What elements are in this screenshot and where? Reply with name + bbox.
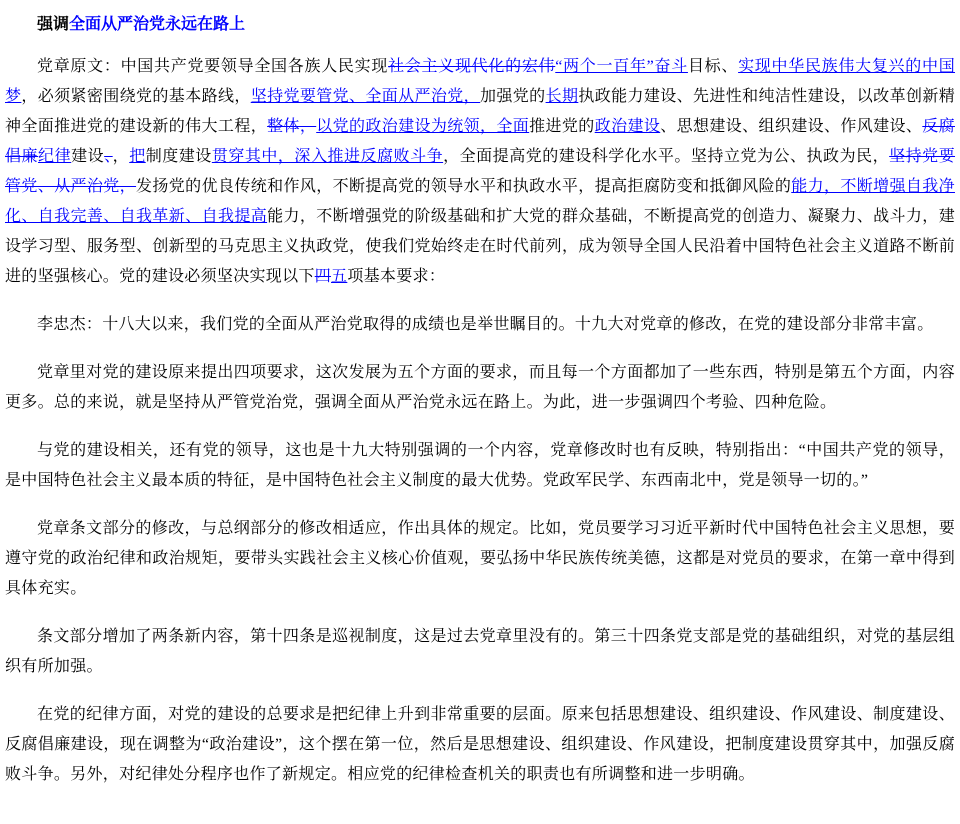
original-text: 建设 <box>71 148 105 165</box>
commentary-paragraph-5: 条文部分增加了两条新内容，第十四条是巡视制度，这是过去党章里没有的。第三十四条党支部是党的基础组织，对党的基层组织有所加强。 <box>5 628 955 675</box>
original-text: 能力，不断增强党的阶级基础和扩大党的群众基础，不断提高党的创造力、凝聚力、战斗力，建设学习型、服务型、创新型的马克思主义执政党，使我们党始终走在时代前列，成为领导全国人民沿着中国特色社会主义道路不断前进的坚强核心。党的建设必须坚决实现以下 <box>5 208 955 285</box>
inserted-text: 政治建设 <box>594 118 661 135</box>
deleted-text: 、 <box>104 148 113 165</box>
inserted-text: 实现中华民族伟大复兴的中国梦 <box>5 58 956 105</box>
document-title <box>5 14 955 36</box>
inserted-text: 以党的政治建设为统领，全面 <box>316 118 530 135</box>
original-text: 推进党的 <box>529 118 595 135</box>
inserted-text: 把 <box>129 148 146 165</box>
original-text: 执政能力建设、先进性和纯洁性建设，以改革创新精神全面推进党的建设新的伟大工程， <box>5 88 956 135</box>
deleted-text: 整体， <box>267 118 317 135</box>
deleted-text: 社会主义现代化的宏伟 <box>388 58 556 75</box>
commentary-paragraph-6: 在党的纪律方面，对党的建设的总要求是把纪律上升到非常重要的层面。原来包括思想建设、组织建设、作风建设、制度建设、反腐倡廉建设，现在调整为“政治建设”，这个摆在第一位，然后是思想建设、组织建设、作风建设，把制度建设贯穿其中，加强反腐败斗争。另外，对纪律处分程序也作了新规定。相应党的纪律检查机关的职责也有所调整和进一步明确。 <box>5 706 955 783</box>
paragraph-list <box>5 52 955 790</box>
original-text: 制度建设 <box>145 148 212 165</box>
commentary-paragraph-4: 党章条文部分的修改，与总纲部分的修改相适应，作出具体的规定。比如，党员要学习习近平新时代中国特色社会主义思想，要遵守党的政治纪律和政治规矩，要带头实践社会主义核心价值观，要弘扬中华民族传统美德，这都是对党员的要求，在第一章中得到具体充实。 <box>5 520 955 597</box>
commentary-paragraph-2: 党章里对党的建设原来提出四项要求，这次发展为五个方面的要求，而且每一个方面都加了一些东西，特别是第五个方面，内容更多。总的来说，就是坚持从严管党治党，强调全面从严治党永远在路上。为此，进一步强调四个考验、四种危险。 <box>5 364 955 411</box>
deleted-text: 坚持党要管党、从严治党， <box>5 148 956 195</box>
inserted-text: 坚持党要管党、全面从严治党， <box>250 88 481 105</box>
original-text: 党章原文：中国共产党要领导全国各族人民实现 <box>37 58 389 75</box>
original-text: ，全面提高党的建设科学化水平。坚持立党为公、执政为民， <box>443 148 890 165</box>
original-text: 、思想建设、组织建设、作风建设、 <box>660 118 923 135</box>
inserted-text: “两个一百年”奋斗 <box>555 58 688 75</box>
inserted-text: 五 <box>331 268 348 285</box>
original-text: ， <box>112 148 130 165</box>
inserted-text: 纪律 <box>38 148 72 165</box>
commentary-paragraph-1: 李忠杰：十八大以来，我们党的全面从严治党取得的成绩也是举世瞩目的。十九大对党章的修改，在党的建设部分非常丰富。 <box>37 316 934 333</box>
deleted-text: 反腐倡廉 <box>5 118 955 165</box>
original-text: 加强党的 <box>480 88 546 105</box>
party-constitution-revision-paragraph <box>5 52 955 292</box>
inserted-text: 贯穿其中，深入推进反腐败斗争 <box>211 148 444 165</box>
original-text: 目标、 <box>687 58 739 75</box>
title-prefix: 强调 <box>37 16 70 33</box>
original-text: ，必须紧密围绕党的基本路线， <box>21 88 251 105</box>
inserted-text: 长期 <box>545 88 579 105</box>
original-text: 发扬党的优良传统和作风，不断提高党的领导水平和执政水平，提高拒腐防变和抵御风险的 <box>136 178 792 195</box>
deleted-text: 四 <box>314 268 332 285</box>
inserted-text: 能力，不断增强自我净化、自我完善、自我革新、自我提高 <box>5 178 955 225</box>
commentary-paragraph-3: 与党的建设相关，还有党的领导，这也是十九大特别强调的一个内容，党章修改时也有反映，特别指出：“中国共产党的领导，是中国特色社会主义最本质的特征，是中国特色社会主义制度的最大优势。党政军民学、东西南北中，党是领导一切的。” <box>5 442 955 489</box>
title-highlight: 全面从严治党永远在路上 <box>69 16 246 33</box>
original-text: 项基本要求： <box>347 268 446 285</box>
